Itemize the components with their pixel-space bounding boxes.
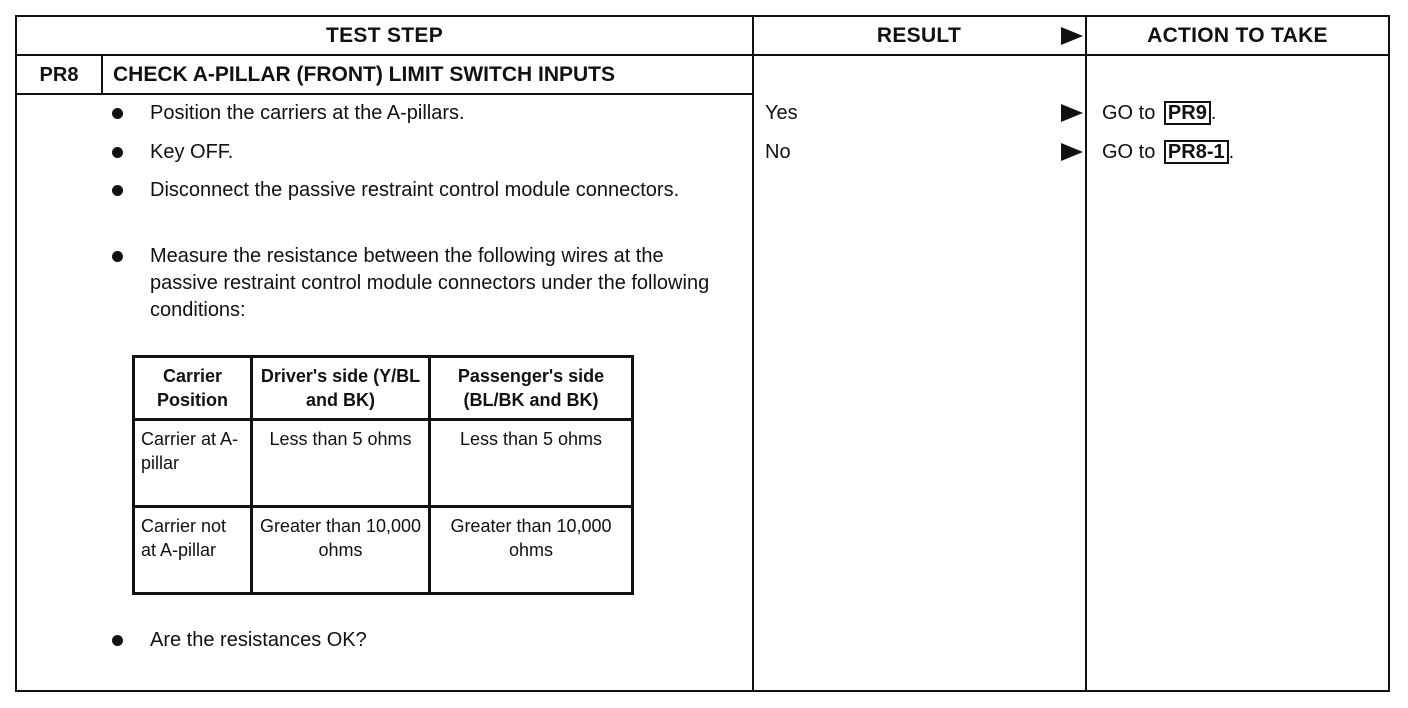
spec-cell-passenger: Less than 5 ohms (430, 420, 633, 507)
action-prefix: GO to (1102, 141, 1156, 163)
spec-cell-passenger: Greater than 10,000 ohms (430, 507, 633, 594)
spec-header-carrier: Carrier Position (134, 357, 252, 420)
spec-cell-position: Carrier at A-pillar (134, 420, 252, 507)
bullet-text: Measure the resistance between the following wires at the passive restraint control module connectors under the following conditions: (150, 245, 710, 321)
action-suffix: . (1210, 102, 1217, 124)
step-title: CHECK A-PILLAR (FRONT) LIMIT SWITCH INPUTS (113, 63, 616, 86)
step-rule (17, 93, 754, 95)
bullet-icon (112, 185, 123, 196)
spec-header-driver: Driver's side (Y/BL and BK) (252, 357, 430, 420)
header-arrow-icon (1061, 27, 1083, 45)
table-row (134, 420, 633, 507)
bullet-icon (112, 635, 123, 646)
spec-cell-driver: Less than 5 ohms (252, 420, 430, 507)
header-result: RESULT (876, 24, 962, 47)
bullet-text: Position the carriers at the A-pillars. (150, 102, 465, 124)
action-yes (1102, 100, 1216, 127)
arrow-icon (1061, 143, 1083, 161)
bullet-icon (112, 108, 123, 119)
spec-cell-position: Carrier not at A-pillar (134, 507, 252, 594)
result-no: No (765, 141, 791, 163)
ref-pr8-1[interactable]: PR8-1 (1164, 140, 1229, 164)
action-no (1102, 139, 1234, 166)
step-id: PR8 (39, 64, 79, 86)
bullet-icon (112, 251, 123, 262)
bullet-text: Disconnect the passive restraint control module connectors. (150, 179, 680, 201)
test-step-table (15, 15, 1390, 692)
divider-action (1085, 17, 1087, 690)
table-row (134, 507, 633, 594)
bullet-text: Key OFF. (150, 141, 234, 163)
bullet-text: Are the resistances OK? (150, 629, 367, 651)
ref-pr9[interactable]: PR9 (1164, 101, 1211, 125)
resistance-spec-table (132, 355, 634, 595)
divider-id (101, 55, 103, 93)
action-prefix: GO to (1102, 102, 1156, 124)
arrow-icon (1061, 104, 1083, 122)
result-yes: Yes (765, 102, 798, 124)
spec-cell-driver: Greater than 10,000 ohms (252, 507, 430, 594)
header-test-step: TEST STEP (325, 24, 444, 47)
bullet-icon (112, 147, 123, 158)
divider-result (752, 17, 754, 690)
spec-header-passenger: Passenger's side (BL/BK and BK) (430, 357, 633, 420)
header-action: ACTION TO TAKE (1147, 24, 1328, 47)
action-suffix: . (1228, 141, 1235, 163)
